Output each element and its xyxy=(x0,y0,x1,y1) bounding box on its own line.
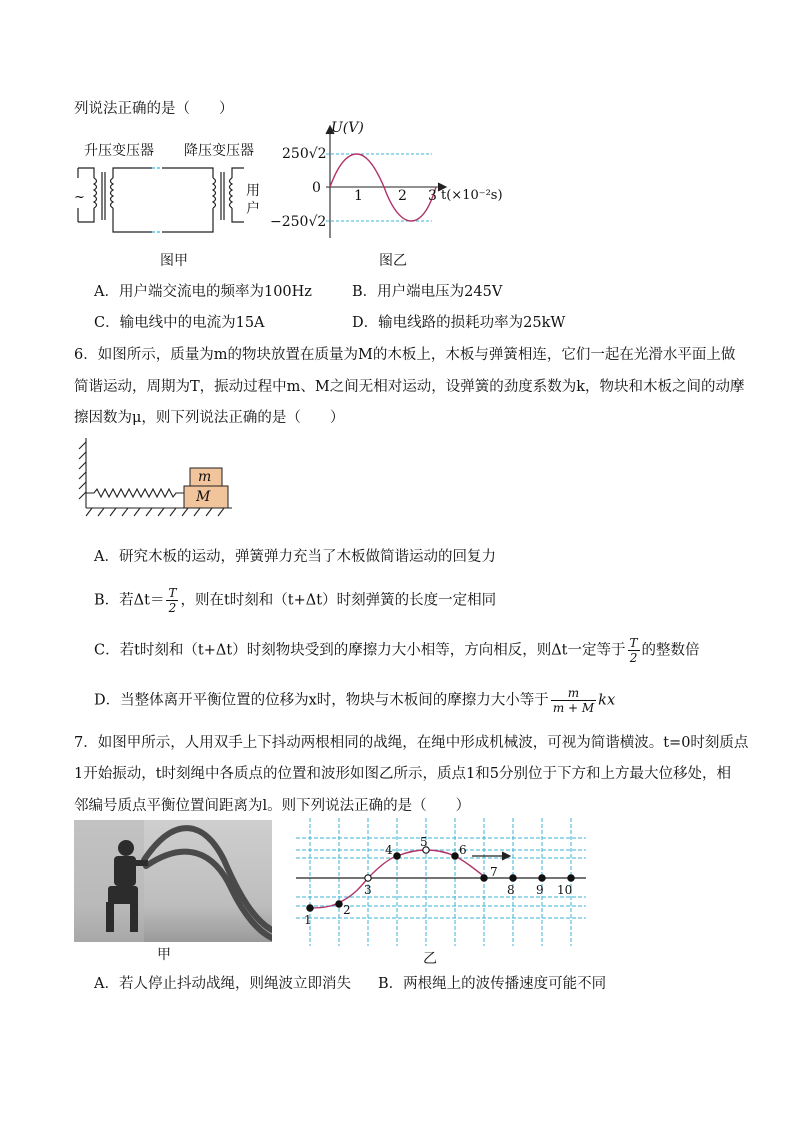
particle-point-10 xyxy=(568,875,574,881)
particle-label-7: 7 xyxy=(490,865,498,879)
q7-option-a[interactable]: A．若人停止抖动战绳，则绳波立即消失 xyxy=(94,976,351,992)
frac-numerator: m xyxy=(551,686,596,701)
q6-option-b-pre: B．若Δt＝ xyxy=(94,592,165,609)
q6-option-a[interactable]: A．研究木板的运动，弹簧弹力充当了木板做简谐运动的回复力 xyxy=(94,549,496,565)
q6-stem-line-2: 简谐运动，周期为T，振动过程中m、M之间无相对运动，设弹簧的劲度系数为k，物块和木板之间的动摩 xyxy=(74,379,745,395)
y-zero-label: 0 xyxy=(312,180,321,196)
particle-label-8: 8 xyxy=(507,883,515,897)
particle-point-7 xyxy=(481,875,487,881)
x-axis-label: t(×10⁻²s) xyxy=(441,188,503,203)
frac-numerator: T xyxy=(629,636,638,650)
q7-stem-line-1: 7．如图甲所示，人用双手上下抖动两根相同的战绳，在绳中形成机械波，可视为简谐横波。t=0时刻质点 xyxy=(74,735,749,751)
frac-denominator: 2 xyxy=(629,651,638,665)
step-up-transformer-label: 升压变压器 xyxy=(84,143,154,159)
figure-jia-caption: 图甲 xyxy=(160,253,188,269)
particle-label-1: 1 xyxy=(304,913,312,927)
y-bottom-label: −250√2 xyxy=(270,214,327,230)
user-label-1: 用 xyxy=(246,183,260,199)
q6-option-c-pre: C．若t时刻和（t+Δt）时刻物块受到的摩擦力大小相等，方向相反，则Δt一定等于 xyxy=(94,642,626,659)
ac-source-icon: ~ xyxy=(74,190,85,205)
x-tick-2: 2 xyxy=(398,188,407,204)
spring-block-diagram xyxy=(72,436,242,520)
battle-rope-photo xyxy=(74,820,272,942)
y-top-label: 250√2 xyxy=(282,146,327,162)
q6-option-c-fraction xyxy=(628,636,640,665)
particle-point-1 xyxy=(307,905,313,911)
rope-wave-diagram xyxy=(296,818,586,948)
q6-option-d-fraction xyxy=(551,686,596,715)
figure-jia-caption-q7: 甲 xyxy=(157,947,171,963)
q6-option-c[interactable] xyxy=(94,636,700,665)
particle-point-9 xyxy=(539,875,545,881)
particle-label-9: 9 xyxy=(536,883,544,897)
particle-point-8 xyxy=(510,875,516,881)
particle-label-10: 10 xyxy=(557,883,573,897)
x-tick-3: 3 xyxy=(428,188,437,204)
q6-option-c-post: 的整数倍 xyxy=(641,642,700,659)
particle-label-3: 3 xyxy=(364,883,372,897)
user-label-2: 户 xyxy=(246,201,260,217)
q6-stem-line-3: 擦因数为μ，则下列说法正确的是（ ） xyxy=(74,410,345,426)
particle-label-6: 6 xyxy=(459,843,467,857)
question-stem-continuation: 列说法正确的是（ ） xyxy=(74,101,234,117)
figure-yi-caption: 图乙 xyxy=(379,253,407,269)
frac-numerator: T xyxy=(168,586,177,600)
q5-option-b[interactable]: B．用户端电压为245V xyxy=(352,284,503,300)
particle-label-4: 4 xyxy=(385,843,393,857)
frac-denominator: m + M xyxy=(552,701,595,715)
q6-option-d-post: kx xyxy=(598,692,616,709)
particle-point-4 xyxy=(394,853,400,859)
x-tick-1: 1 xyxy=(354,188,363,204)
q7-stem-line-2: 1开始振动，t时刻绳中各质点的位置和波形如图乙所示，质点1和5分别位于下方和上方最大位移处，相 xyxy=(74,766,731,782)
q6-option-b-fraction xyxy=(166,586,178,615)
q5-option-d[interactable]: D．输电线路的损耗功率为25kW xyxy=(352,315,566,331)
particle-label-2: 2 xyxy=(343,903,351,917)
transformer-circuit-diagram xyxy=(68,160,268,242)
figure-yi-caption-q7: 乙 xyxy=(423,951,437,967)
step-down-transformer-label: 降压变压器 xyxy=(184,143,254,159)
q6-option-b-post: ，则在t时刻和（t+Δt）时刻弹簧的长度一定相同 xyxy=(180,592,497,609)
particle-point-6 xyxy=(452,853,458,859)
block-M-label: M xyxy=(196,489,211,505)
q6-option-b[interactable] xyxy=(94,586,496,615)
q6-option-d-pre: D．当整体离开平衡位置的位移为x时，物块与木板间的摩擦力大小等于 xyxy=(94,692,549,709)
q7-stem-line-3: 邻编号质点平衡位置间距离为l。则下列说法正确的是（ ） xyxy=(74,798,471,814)
particle-point-3 xyxy=(365,875,371,881)
q5-option-c[interactable]: C．输电线中的电流为15A xyxy=(94,315,265,331)
q6-stem-line-1: 6．如图所示，质量为m的物块放置在质量为M的木板上，木板与弹簧相连，它们一起在光滑水平面上做 xyxy=(74,347,736,363)
q5-option-a[interactable]: A．用户端交流电的频率为100Hz xyxy=(94,284,312,300)
y-axis-label: U(V) xyxy=(331,120,364,136)
q6-option-d[interactable] xyxy=(94,686,615,715)
particle-point-2 xyxy=(336,901,342,907)
block-m-label: m xyxy=(198,469,212,485)
particle-label-5: 5 xyxy=(420,835,428,849)
frac-denominator: 2 xyxy=(168,601,177,615)
q7-option-b[interactable]: B．两根绳上的波传播速度可能不同 xyxy=(378,976,607,992)
